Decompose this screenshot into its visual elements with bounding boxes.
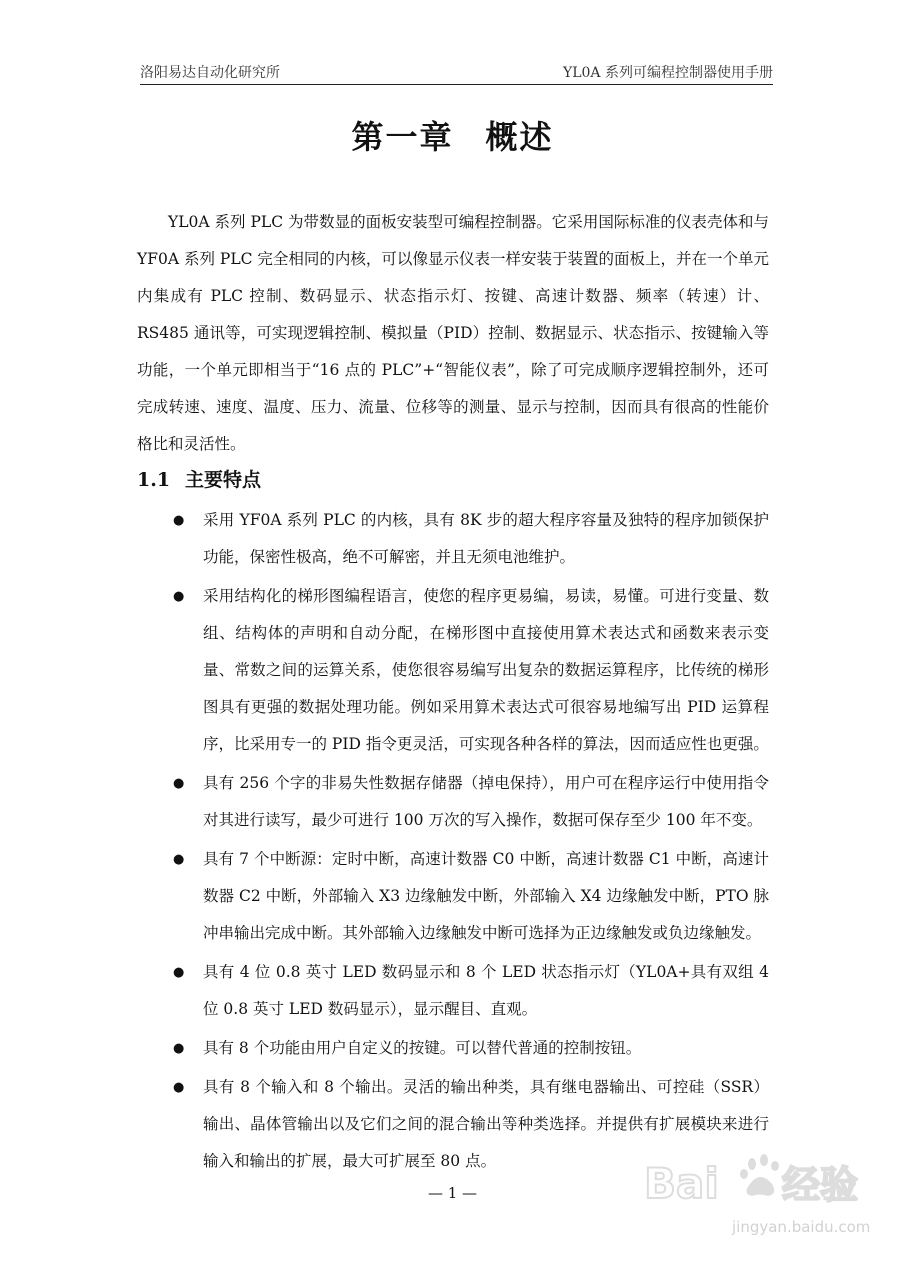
bullet-icon: ● xyxy=(173,589,185,604)
baidu-logo-icon xyxy=(640,1150,880,1210)
list-item xyxy=(137,1030,769,1067)
chapter-name: 概述 xyxy=(485,118,554,156)
svg-text:Bai: Bai xyxy=(644,1159,719,1208)
list-item xyxy=(137,578,769,763)
bullet-icon: ● xyxy=(173,852,185,867)
feature-text: 具有 7 个中断源：定时中断，高速计数器 C0 中断，高速计数器 C1 中断，高速计数器 C2 中断，外部输入 X3 边缘触发中断，外部输入 X4 边缘触发中断，PTO 脉冲串输出完成中断。其外部输入边缘触发中断可选择为正边缘触发或负边缘触发。 xyxy=(203,850,769,942)
chapter-title xyxy=(0,112,905,158)
header-right: YL0A 系列可编程控制器使用手册 xyxy=(562,65,773,81)
section-heading xyxy=(137,465,261,492)
page-number: — 1 — xyxy=(427,1184,478,1202)
bullet-icon: ● xyxy=(173,1080,185,1095)
bullet-icon: ● xyxy=(173,776,185,791)
watermark-url: jingyan.baidu.com xyxy=(732,1218,871,1236)
section-title: 主要特点 xyxy=(185,469,262,491)
feature-text: 具有 4 位 0.8 英寸 LED 数码显示和 8 个 LED 状态指示灯（YL0A+具有双组 4 位 0.8 英寸 LED 数码显示），显示醒目、直观。 xyxy=(203,963,769,1018)
svg-text:经验: 经验 xyxy=(782,1163,859,1207)
bullet-icon: ● xyxy=(173,1041,185,1056)
feature-text: 采用 YF0A 系列 PLC 的内核，具有 8K 步的超大程序容量及独特的程序加锁保护功能，保密性极高，绝不可解密，并且无须电池维护。 xyxy=(203,511,769,566)
feature-text: 具有 8 个功能由用户自定义的按键。可以替代普通的控制按钮。 xyxy=(203,1039,642,1057)
baidu-jingyan-watermark xyxy=(640,1150,880,1250)
feature-text: 采用结构化的梯形图编程语言，使您的程序更易编，易读，易懂。可进行变量、数组、结构体的声明和自动分配，在梯形图中直接使用算术表达式和函数来表示变量、常数之间的运算关系，使您很容易编写出复杂的数据运算程序，比传统的梯形图具有更强的数据处理功能。例如采用算术表达式可很容易地编写出 PID 运算程序，比采用专一的 PID 指令更灵活，可实现各种各样的算法，因而适应性也更强。 xyxy=(203,587,769,753)
feature-text: 具有 256 个字的非易失性数据存储器（掉电保持），用户可在程序运行中使用指令对其进行读写，最少可进行 100 万次的写入操作，数据可保存至少 100 年不变。 xyxy=(203,774,769,829)
bullet-icon: ● xyxy=(173,965,185,980)
section-number: 1.1 xyxy=(137,469,171,491)
list-item xyxy=(137,954,769,1028)
list-item xyxy=(137,502,769,576)
feature-list xyxy=(137,502,769,1182)
feature-text: 具有 8 个输入和 8 个输出。灵活的输出种类，具有继电器输出、可控硅（SSR）输出、晶体管输出以及它们之间的混合输出等种类选择。并提供有扩展模块来进行输入和输出的扩展，最大可扩展至 80 点。 xyxy=(203,1078,769,1170)
running-header xyxy=(140,62,773,85)
intro-paragraph: YL0A 系列 PLC 为带数显的面板安装型可编程控制器。它采用国际标准的仪表壳体和与 YF0A 系列 PLC 完全相同的内核，可以像显示仪表一样安装于装置的面板上，并在一个单元内集成有 PLC 控制、数码显示、状态指示灯、按键、高速计数器、频率（转速）计、RS485 通讯等，可实现逻辑控制、模拟量（PID）控制、数据显示、状态指示、按键输入等功能，一个单元即相当于“16 点的 PLC”+“智能仪表”，除了可完成顺序逻辑控制外，还可完成转速、速度、温度、压力、流量、位移等的测量、显示与控制，因而具有很高的性能价格比和灵活性。 xyxy=(137,213,769,453)
list-item xyxy=(137,841,769,952)
header-left: 洛阳易达自动化研究所 xyxy=(140,65,280,81)
bullet-icon: ● xyxy=(173,513,185,528)
list-item xyxy=(137,765,769,839)
chapter-number: 第一章 xyxy=(351,118,454,156)
